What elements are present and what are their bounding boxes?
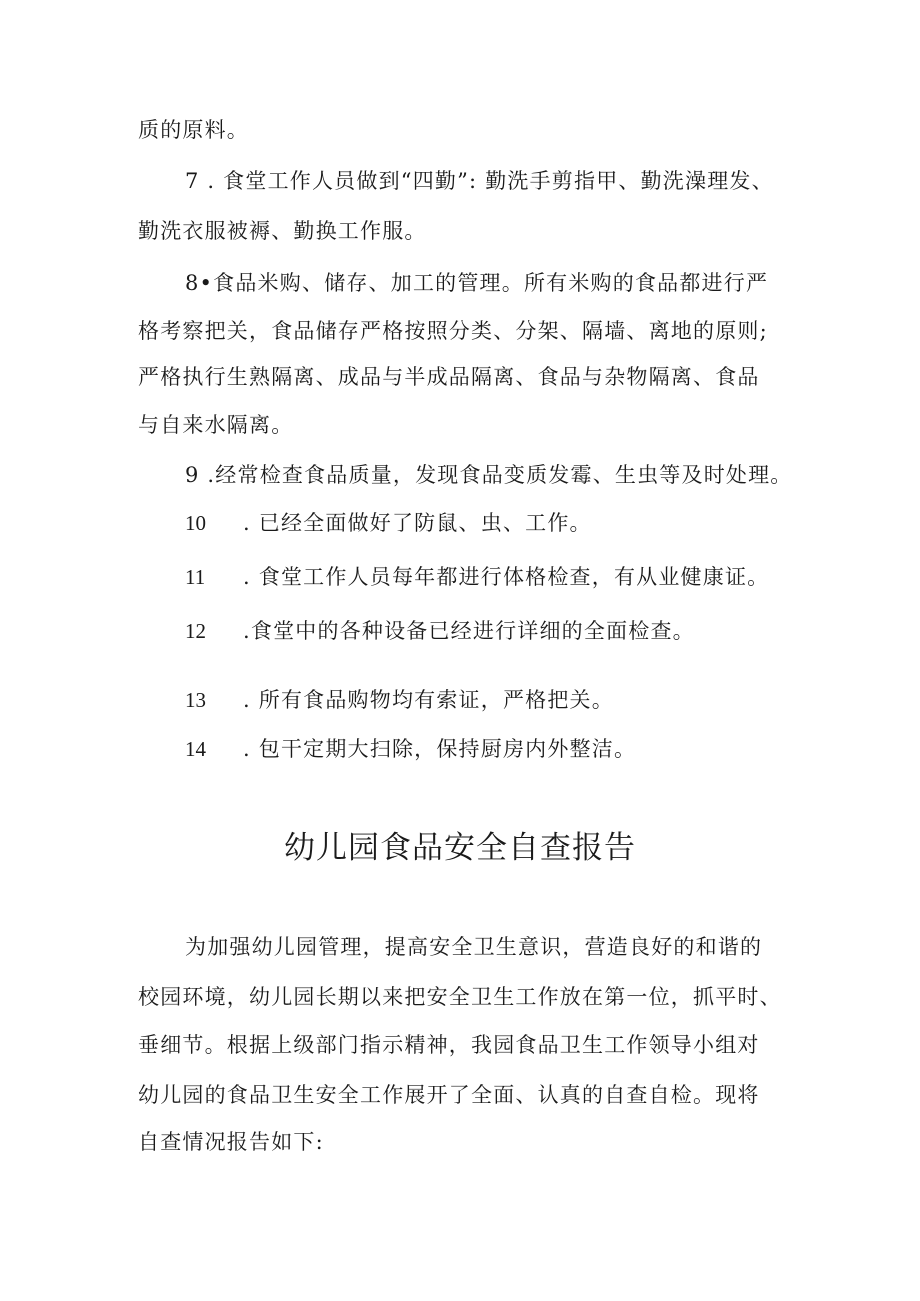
item-number: 10	[185, 511, 206, 535]
item-text: .食堂中的各种设备已经进行详细的全面检查。	[243, 619, 695, 643]
item-text: . 包干定期大扫除，保持厨房内外整洁。	[243, 737, 637, 761]
item-8-line-1: 8•食品米购、储存、加工的管理。所有米购的食品都进行严	[185, 271, 769, 295]
intro-line-1: 为加强幼儿园管理，提高安全卫生意识，营造良好的和谐的	[185, 935, 763, 959]
item-text: . 已经全面做好了防鼠、虫、工作。	[243, 511, 592, 535]
item-9-text: 9 .经常检查食品质量，发现食品变质发霉、生虫等及时处理。	[185, 463, 793, 487]
item-number: 14	[185, 737, 206, 761]
item-8-line-3: 严格执行生熟隔离、成品与半成品隔离、食品与杂物隔离、食品	[138, 365, 760, 389]
item-number: 12	[185, 619, 206, 643]
item-8-line-2: 格考察把关，食品储存严格按照分类、分架、隔墙、离地的原则;	[138, 319, 768, 343]
intro-line-4: 幼儿园的食品卫生安全工作展开了全面、认真的自查自检。现将	[138, 1083, 760, 1107]
continuation-text: 质的原料。	[138, 118, 249, 142]
item-number: 11	[185, 565, 206, 589]
intro-line-5: 自查情况报告如下:	[138, 1130, 324, 1154]
item-8-line-4: 与自来水隔离。	[138, 413, 294, 437]
item-text: . 食堂工作人员每年都进行体格检查，有从业健康证。	[243, 565, 770, 589]
report-title: 幼儿园食品安全自查报告	[284, 830, 636, 866]
item-7-line-1: 7 . 食堂工作人员做到“四勤”: 勤洗手剪指甲、勤洗澡理发、	[185, 169, 774, 193]
intro-line-2: 校园环境，幼儿园长期以来把安全卫生工作放在第一位，抓平时、	[138, 985, 782, 1009]
item-7-line-2: 勤洗衣服被褥、勤换工作服。	[138, 219, 427, 243]
item-text: . 所有食品购物均有索证，严格把关。	[243, 688, 614, 712]
item-number: 13	[185, 688, 206, 712]
intro-line-3: 垂细节。根据上级部门指示精神，我园食品卫生工作领导小组对	[138, 1033, 760, 1057]
